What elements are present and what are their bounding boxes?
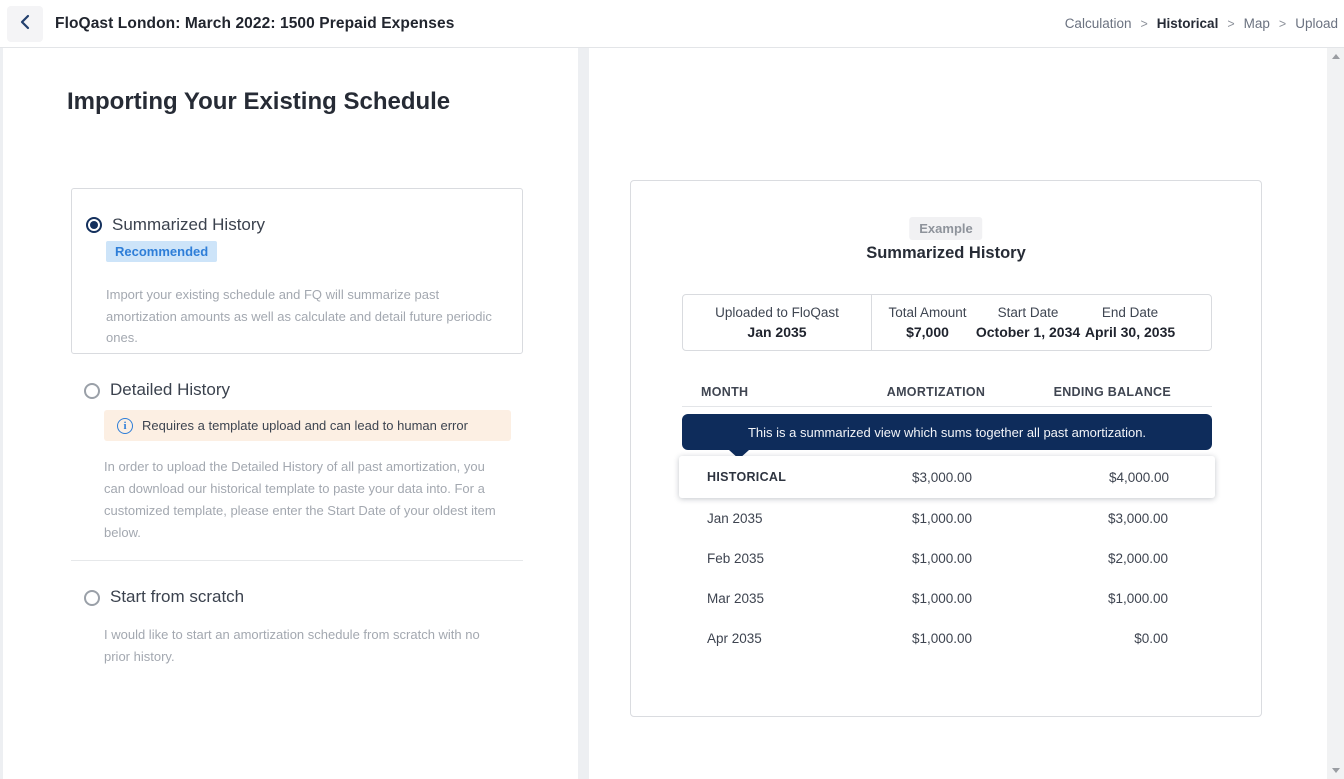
column-header-ending-balance: ENDING BALANCE [1053, 384, 1171, 399]
example-badge: Example [909, 217, 982, 240]
cell-ending-balance: $0.00 [1134, 630, 1168, 646]
cell-month: Mar 2035 [707, 590, 765, 606]
radio-start-from-scratch[interactable] [84, 590, 100, 606]
page-title: FloQast London: March 2022: 1500 Prepaid Expenses [55, 14, 455, 32]
summary-value: Jan 2035 [747, 324, 807, 340]
radio-summarized-history[interactable] [86, 217, 102, 233]
top-bar [0, 0, 1344, 48]
summary-start-date [975, 305, 1081, 340]
cell-month: Jan 2035 [707, 510, 763, 526]
recommended-badge: Recommended [106, 241, 217, 262]
summary-end-date [1073, 305, 1211, 340]
summary-total-amount [872, 305, 983, 340]
table-row [682, 578, 1212, 618]
example-title: Summarized History [866, 244, 1026, 262]
breadcrumb-separator-icon: > [1278, 16, 1287, 31]
back-button[interactable] [7, 6, 43, 42]
summary-label: Start Date [997, 305, 1059, 320]
table-row [682, 498, 1212, 538]
option-description: In order to upload the Detailed History of all past amortization, you can download our historical template to paste your data into. For a customized template, please enter the Start Date of your oldest item below. [104, 459, 496, 540]
breadcrumb-map[interactable]: Map [1243, 16, 1270, 31]
cell-ending-balance: $1,000.00 [1107, 590, 1168, 606]
summary-label: Total Amount [888, 305, 967, 320]
summary-value: April 30, 2035 [1084, 324, 1176, 340]
breadcrumb-upload[interactable]: Upload [1295, 16, 1338, 31]
triangle-up-icon [1332, 54, 1340, 59]
tooltip-text: This is a summarized view which sums together all past amortization. [747, 424, 1147, 440]
cell-ending-balance: $2,000.00 [1107, 550, 1168, 566]
table-header-row [682, 377, 1212, 407]
vertical-scrollbar[interactable] [1327, 48, 1344, 779]
summary-label: Uploaded to FloQast [715, 305, 839, 320]
summary-label: End Date [1101, 305, 1159, 320]
table-body [682, 498, 1212, 658]
cell-month: Feb 2035 [707, 550, 765, 566]
cell-month: HISTORICAL [707, 470, 787, 484]
section-heading: Importing Your Existing Schedule [67, 88, 451, 115]
summary-value: October 1, 2034 [975, 324, 1081, 340]
option-label[interactable]: Start from scratch [110, 587, 245, 606]
chevron-left-icon [20, 14, 30, 33]
option-label[interactable]: Detailed History [110, 380, 230, 399]
example-panel [589, 48, 1327, 779]
schedule-summary-bar [682, 294, 1212, 351]
cell-amortization: $1,000.00 [911, 510, 973, 526]
example-card [630, 180, 1262, 717]
column-header-amortization: AMORTIZATION [886, 384, 986, 399]
cell-ending-balance: $3,000.00 [1107, 510, 1168, 526]
breadcrumb-historical[interactable]: Historical [1156, 16, 1219, 31]
summary-value: $7,000 [906, 324, 949, 340]
cell-amortization: $1,000.00 [911, 590, 973, 606]
scroll-up-button[interactable] [1327, 48, 1344, 65]
info-icon [117, 418, 133, 434]
option-description: I would like to start an amortization schedule from scratch with no prior history. [104, 627, 480, 664]
cell-ending-balance: $4,000.00 [1108, 469, 1169, 485]
cell-amortization: $1,000.00 [911, 630, 973, 646]
option-summarized-history[interactable] [71, 188, 523, 354]
divider [71, 560, 523, 561]
warning-text: Requires a template upload and can lead to human error [142, 418, 468, 433]
cell-amortization: $1,000.00 [911, 550, 973, 566]
breadcrumb-calculation[interactable]: Calculation [1064, 16, 1132, 31]
scroll-down-button[interactable] [1327, 762, 1344, 779]
cell-month: Apr 2035 [707, 630, 762, 646]
table-row [682, 618, 1212, 658]
option-description: Import your existing schedule and FQ will summarize past amortization amounts as well as calculate and detail future periodic ones. [106, 287, 492, 345]
breadcrumb-separator-icon: > [1140, 16, 1148, 31]
column-header-month: MONTH [701, 384, 749, 399]
breadcrumb [1065, 16, 1338, 31]
detailed-history-warning [104, 410, 511, 441]
breadcrumb-separator-icon: > [1227, 16, 1235, 31]
triangle-down-icon [1332, 768, 1340, 773]
cell-amortization: $3,000.00 [911, 469, 973, 485]
summary-tooltip [682, 414, 1212, 450]
import-options-panel [3, 48, 578, 779]
summary-uploaded [683, 295, 872, 350]
table-row-historical [679, 456, 1215, 498]
option-label[interactable]: Summarized History [112, 215, 266, 234]
radio-detailed-history[interactable] [84, 383, 100, 399]
table-row [682, 538, 1212, 578]
